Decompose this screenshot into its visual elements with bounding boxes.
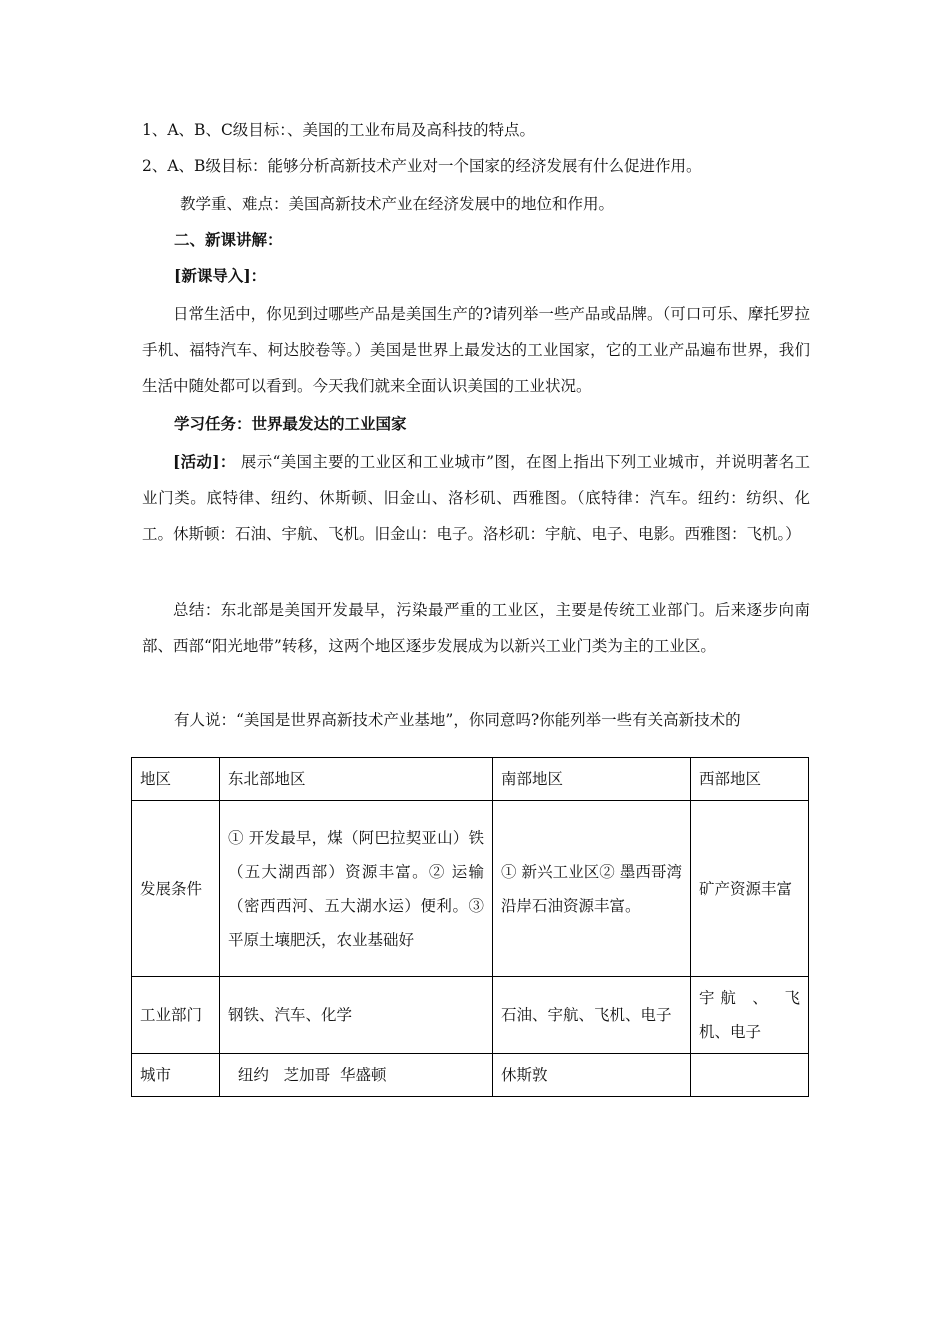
- table-row: [132, 977, 809, 1054]
- table-cell: ① 新兴工业区② 墨西哥湾沿岸石油资源丰富。: [493, 801, 691, 977]
- table-cell: 纽约 芝加哥 华盛顿: [220, 1054, 493, 1097]
- table-cell: 发展条件: [132, 801, 220, 977]
- intro-paragraph: 日常生活中，你见到过哪些产品是美国生产的?请列举一些产品或品牌。（可口可乐、摩托罗拉手机、福特汽车、柯达胶卷等。）美国是世界上最发达的工业国家，它的工业产品遍布世界，我们生活中随处都可以看到。今天我们就来全面认识美国的工业状况。: [142, 305, 810, 395]
- table-row: [132, 801, 809, 977]
- header-cell: 西部地区: [691, 758, 809, 801]
- industry-region-table: [131, 757, 809, 1097]
- key-points: 教学重、难点：美国高新技术产业在经济发展中的地位和作用。: [180, 195, 615, 213]
- task-heading: 学习任务：世界最发达的工业国家: [174, 414, 407, 433]
- table-cell: ① 开发最早，煤（阿巴拉契亚山）铁（五大湖西部）资源丰富。② 运输（密西西河、五大湖水运）便利。③ 平原土壤肥沃，农业基础好: [220, 801, 493, 977]
- question-line: 有人说：“美国是世界高新技术产业基地”，你同意吗?你能列举一些有关高新技术的: [174, 711, 741, 729]
- activity-text: 展示“美国主要的工业区和工业城市”图，在图上指出下列工业城市，并说明著名工业门类。底特律、纽约、休斯顿、旧金山、洛杉矶、西雅图。（底特律：汽车。纽约：纺织、化工。休斯顿：石油、宇航、飞机。旧金山：电子。洛杉矶：宇航、电子、电影。西雅图：飞机。）: [142, 453, 811, 543]
- table-cell: 石油、宇航、飞机、电子: [493, 977, 691, 1054]
- table-cell: 钢铁、汽车、化学: [220, 977, 493, 1054]
- objective-line-2: 2、A、B级目标：能够分析高新技术产业对一个国家的经济发展有什么促进作用。: [142, 157, 702, 175]
- table-cell: [691, 1054, 809, 1097]
- table-cell: 工业部门: [132, 977, 220, 1054]
- summary-paragraph: 总结：东北部是美国开发最早，污染最严重的工业区，主要是传统工业部门。后来逐步向南部、西部“阳光地带”转移，这两个地区逐步发展成为以新兴工业门类为主的工业区。: [142, 601, 810, 655]
- header-cell: 东北部地区: [220, 758, 493, 801]
- table-cell: 城市: [132, 1054, 220, 1097]
- header-cell: 南部地区: [493, 758, 691, 801]
- activity-paragraph: [142, 444, 810, 552]
- table-header-row: [132, 758, 809, 801]
- table-row: [132, 1054, 809, 1097]
- section-heading: 二、新课讲解：: [174, 230, 283, 249]
- objective-line-1: 1、A、B、C级目标：、美国的工业布局及高科技的特点。: [142, 121, 536, 139]
- table-cell: 宇航 、 飞机、电子: [691, 977, 809, 1054]
- table-cell: 休斯敦: [493, 1054, 691, 1097]
- activity-label: [活动]：: [173, 452, 236, 471]
- header-cell: 地区: [132, 758, 220, 801]
- intro-label: [新课导入]：: [174, 266, 267, 285]
- table-cell: 矿产资源丰富: [691, 801, 809, 977]
